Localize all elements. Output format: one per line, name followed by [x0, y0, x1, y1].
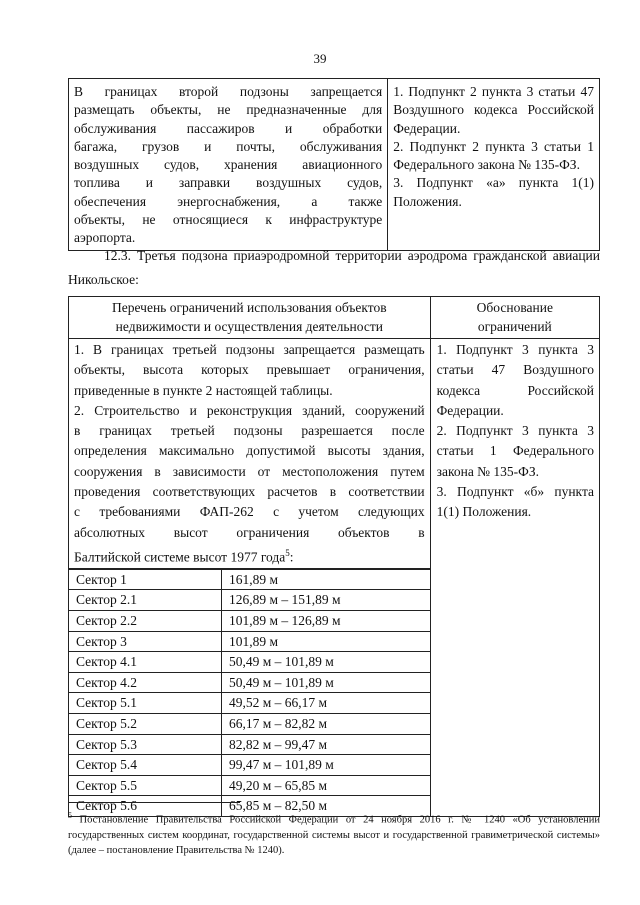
footnote-marker: 5 — [285, 547, 290, 558]
sector-row — [69, 775, 430, 796]
sector-row — [69, 734, 430, 755]
footnote-marker: 5 — [68, 811, 72, 820]
sector-row — [69, 631, 430, 652]
sector-height: 66,17 м – 82,82 м — [222, 713, 430, 734]
sector-name: Сектор 4.1 — [69, 652, 222, 673]
sector-height: 50,49 м – 101,89 м — [222, 652, 430, 673]
text-line: топлива и заправки воздушных судов, — [74, 175, 383, 191]
sector-row — [69, 672, 430, 693]
text-line: В границах второй подзоны запрещается — [74, 84, 383, 99]
text-line: багажа, грузов и почты, обслуживания — [74, 138, 383, 154]
text-line: размещать объекты, не предназначенные для — [74, 102, 383, 118]
text-fragment: : — [289, 549, 294, 565]
text-line: 3. Подпункт «б» пункта — [436, 484, 594, 500]
sector-name: Сектор 4.2 — [69, 672, 222, 693]
text-line: 2. Строительство и реконструкция зданий, сооружений — [74, 402, 425, 418]
text-line: абсолютных высот ограничения объектов в — [74, 524, 425, 540]
sector-name: Сектор 5.5 — [69, 775, 222, 796]
text-line: Воздушного кодекса Российской — [393, 102, 594, 118]
page-number: 39 — [313, 51, 327, 66]
text-line: 2. Подпункт 3 пункта 3 — [436, 423, 594, 439]
sector-name: Сектор 5.2 — [69, 713, 222, 734]
sector-height: 161,89 м — [222, 569, 430, 590]
text-line: с требованиями ФАП-262 с учетом следующих — [74, 504, 425, 520]
restrictions-table — [68, 296, 600, 817]
text-line: сооружения в зависимости от местоположения путем — [74, 463, 425, 479]
column-header-restrictions — [69, 297, 431, 339]
sector-row — [69, 755, 430, 776]
sector-height: 101,89 м — [222, 631, 430, 652]
header-line: недвижимости и осуществления деятельности — [115, 318, 383, 334]
restriction-cell — [69, 339, 431, 569]
text-line — [74, 543, 425, 568]
sector-row — [69, 693, 430, 714]
justification-cell — [388, 79, 600, 251]
header-row — [69, 297, 600, 339]
header-line: Обоснование — [476, 300, 553, 315]
text-line: 1. Подпункт 3 пункта 3 — [436, 342, 594, 357]
text-fragment: Балтийской системе высот 1977 года — [74, 549, 286, 565]
text-line: статьи 47 Воздушного — [436, 362, 594, 378]
column-header-justification — [430, 297, 599, 339]
sector-name: Сектор 1 — [69, 569, 222, 590]
text-line: воздушных судов, хранения авиационного — [74, 157, 383, 173]
sector-name: Сектор 5.6 — [69, 796, 222, 816]
text-line: приведенные в пункте 2 настоящей таблицы. — [74, 382, 333, 398]
text-line: Федерации. — [436, 402, 504, 418]
text-line: Положения. — [393, 193, 462, 209]
sector-heights-cell — [69, 568, 431, 816]
sector-name: Сектор 5.4 — [69, 755, 222, 776]
table-row — [69, 339, 600, 569]
text-line: объекты, высота которых превышает ограничения, — [74, 362, 425, 378]
sector-height: 49,20 м – 65,85 м — [222, 775, 430, 796]
text-line: аэропорта. — [74, 230, 136, 246]
text-line: 1. В границах третьей подзоны запрещается размещать — [74, 342, 425, 357]
text-line: 2. Подпункт 2 пункта 3 статьи 1 — [393, 138, 594, 154]
sector-name: Сектор 5.3 — [69, 734, 222, 755]
table-row — [69, 79, 600, 251]
section-text: 12.3. Третья подзона приаэродромной территории аэродрома гражданской авиации Никольское: — [68, 248, 600, 287]
text-line: закона № 135-ФЗ. — [436, 463, 539, 479]
text-line: 3. Подпункт «а» пункта 1(1) — [393, 175, 594, 191]
continuation-table — [68, 78, 600, 251]
section-paragraph — [68, 244, 600, 292]
text-line: определения максимально допустимой высоты здания, — [74, 443, 425, 459]
sector-height: 101,89 м – 126,89 м — [222, 610, 430, 631]
sector-name: Сектор 2.2 — [69, 610, 222, 631]
text-line: кодекса Российской — [436, 382, 594, 398]
header-line: Перечень ограничений использования объектов — [112, 300, 387, 315]
footnote-text: Постановление Правительства Российской Федерации от 24 ноября 2016 г. № 1240 «Об установлении государственных систем координат, государственной системы высот и государственной гравиметрической системы» (далее – постановление Правительства № 1240). — [68, 814, 600, 856]
sector-row — [69, 569, 430, 590]
footnote — [68, 808, 600, 858]
justification-cell — [430, 339, 599, 817]
footnote-divider — [68, 802, 240, 803]
sector-row — [69, 610, 430, 631]
text-line: проведения соответствующих расчетов в соответствии — [74, 484, 425, 500]
sector-name: Сектор 5.1 — [69, 693, 222, 714]
sector-row — [69, 713, 430, 734]
text-line: Федерации. — [393, 120, 461, 136]
sector-name: Сектор 2.1 — [69, 590, 222, 611]
sector-row — [69, 652, 430, 673]
text-line: 1. Подпункт 2 пункта 3 статьи 47 — [393, 84, 594, 99]
header-line: ограничений — [477, 318, 552, 334]
sector-height: 126,89 м – 151,89 м — [222, 590, 430, 611]
sector-height: 99,47 м – 101,89 м — [222, 755, 430, 776]
sector-name: Сектор 3 — [69, 631, 222, 652]
restriction-cell — [69, 79, 388, 251]
sector-height: 50,49 м – 101,89 м — [222, 672, 430, 693]
text-line: обслуживания пассажиров и обработки — [74, 120, 383, 136]
text-line: обеспечения энергоснабжения, а также — [74, 193, 383, 209]
text-line: статьи 1 Федерального — [436, 443, 594, 459]
text-line: 1(1) Положения. — [436, 504, 532, 520]
sector-height: 82,82 м – 99,47 м — [222, 734, 430, 755]
text-line: объекты, не относящиеся к инфраструктуре — [74, 212, 383, 228]
text-line: в границах третьей подзоны разрешается после — [74, 423, 425, 439]
sector-heights-table — [69, 569, 430, 816]
sector-height: 49,52 м – 66,17 м — [222, 693, 430, 714]
text-line: Федерального закона № 135-ФЗ. — [393, 157, 580, 173]
sector-height: 65,85 м – 82,50 м — [222, 796, 430, 816]
sector-row — [69, 590, 430, 611]
